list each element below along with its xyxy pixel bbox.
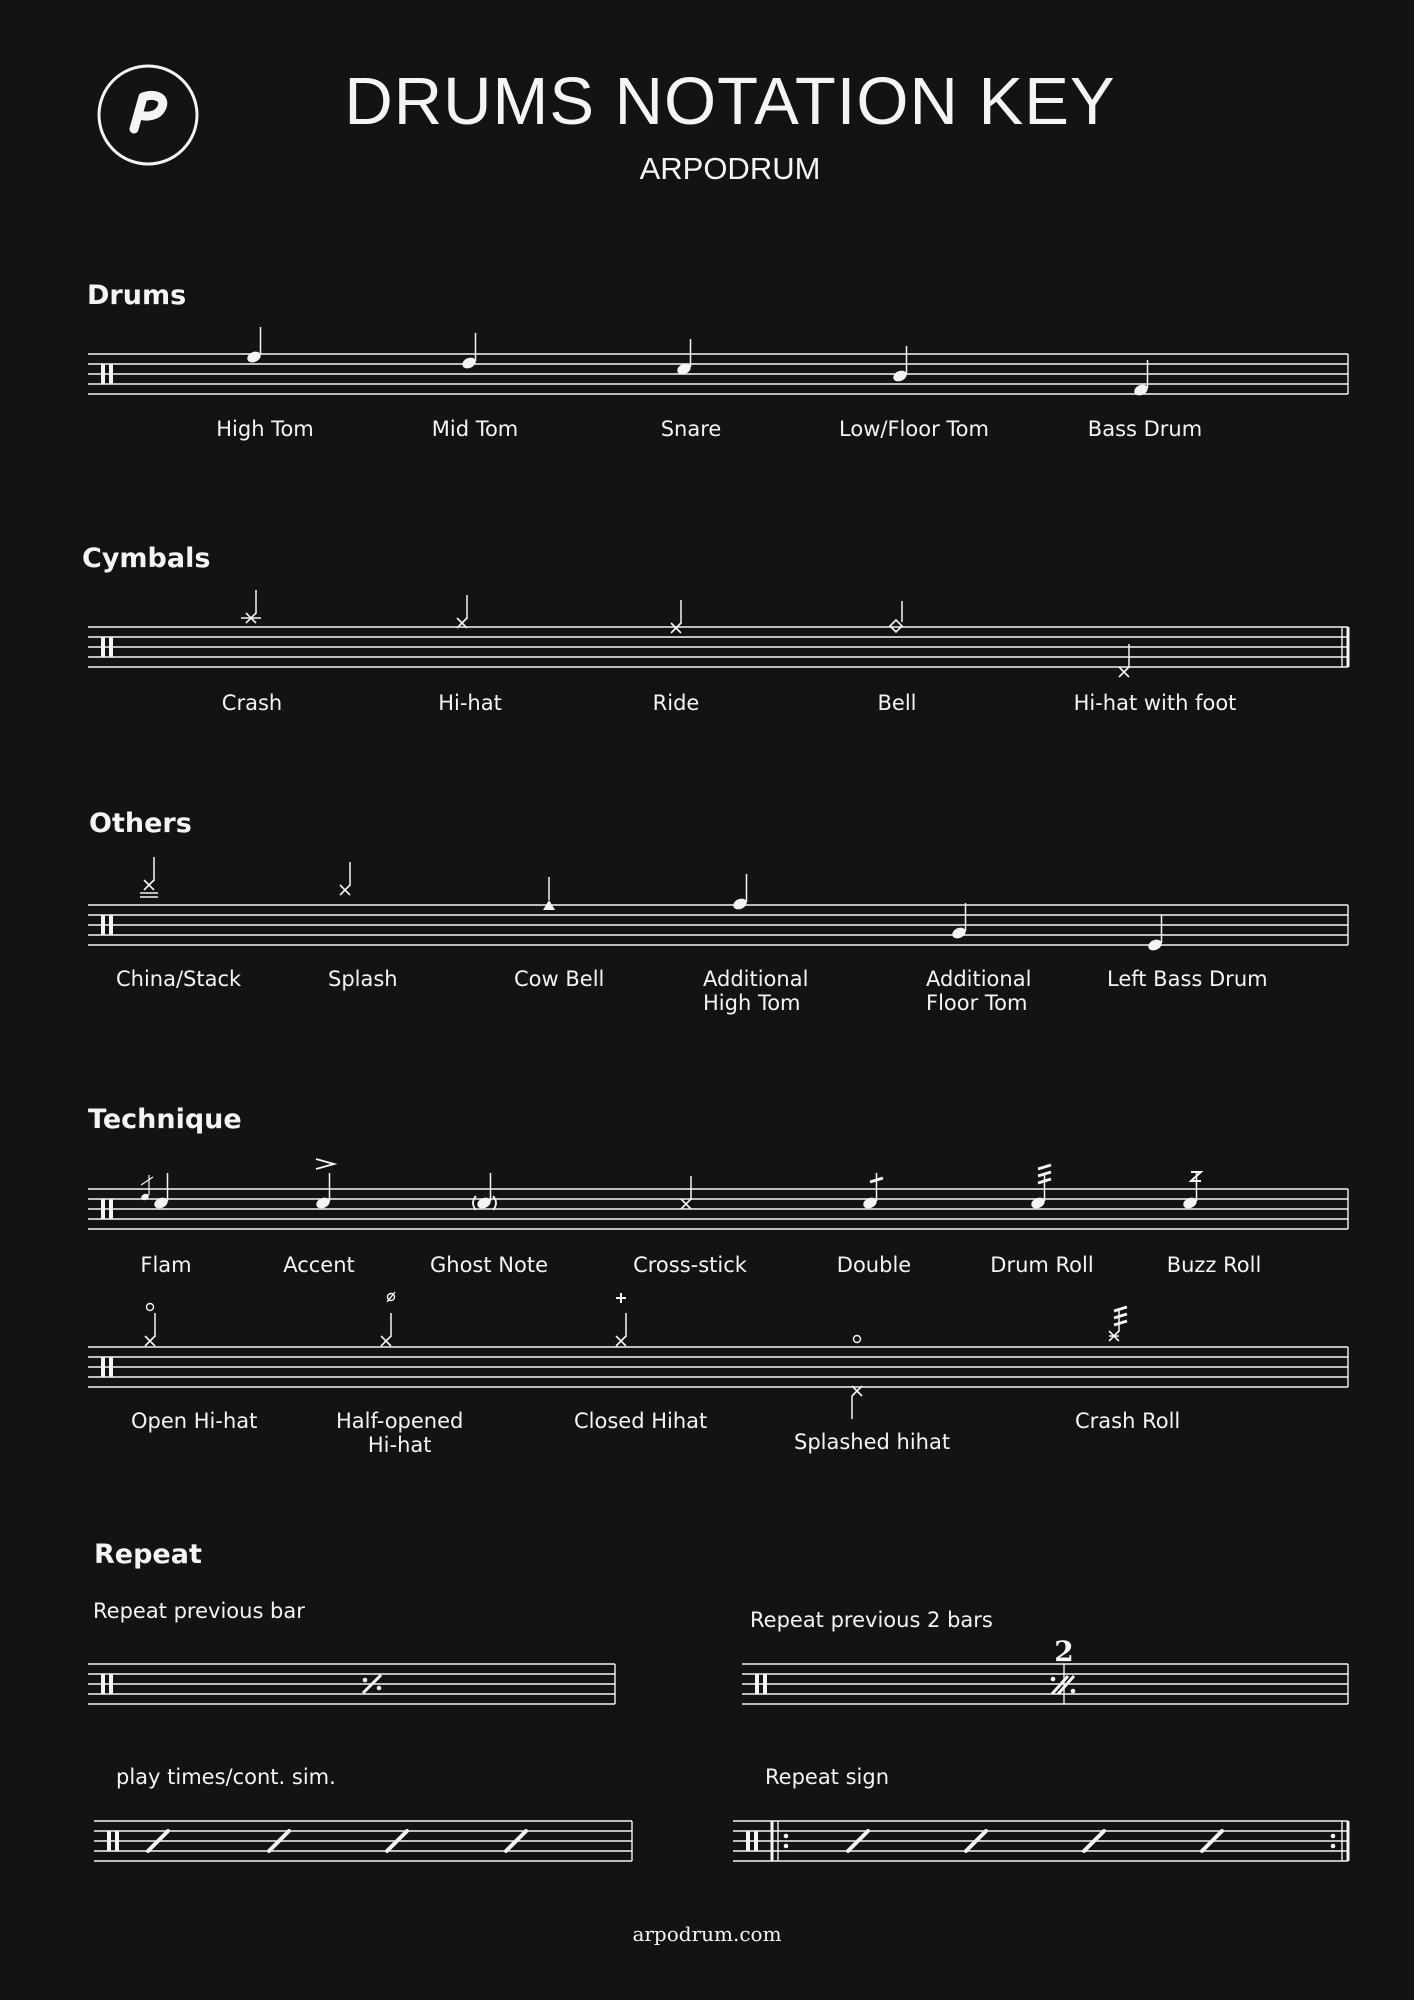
x-notehead [1119,667,1129,677]
x-notehead [144,880,154,890]
x-notehead [681,1199,691,1209]
label-additional-high-tom: Additional High Tom [703,967,809,1015]
open-circle [854,1336,861,1343]
label-hi-hat-with-foot: Hi-hat with foot [1073,691,1237,715]
accent-mark [316,1159,334,1169]
repeat-dot [363,1678,368,1683]
label-mid-tom: Mid Tom [431,417,519,441]
label-repeat-sign: Repeat sign [765,1765,890,1789]
label-half-opened-hi-hat: Half-opened Hi-hat [336,1409,464,1457]
tremolo-stroke [1038,1179,1051,1183]
staff-others [88,905,1348,945]
label-repeat-previous-2-bars: Repeat previous 2 bars [750,1608,993,1632]
repeat-dot [1331,1834,1336,1839]
label-double: Double [836,1253,912,1277]
label-drum-roll: Drum Roll [990,1253,1094,1277]
two-bar-repeat-number: 2 [1054,1635,1074,1668]
label-bass-drum: Bass Drum [1087,417,1203,441]
closed-plus [616,1293,626,1303]
x-notehead [145,1336,155,1346]
staff-technique-1 [88,1189,1348,1229]
label-splashed-hihat: Splashed hihat [794,1430,951,1454]
label-additional-floor-tom: Additional Floor Tom [926,967,1032,1015]
page-title: DRUMS NOTATION KEY [344,64,1116,139]
repeat-dot [784,1844,789,1849]
tremolo-stroke [1038,1165,1051,1169]
open-circle [147,1304,154,1311]
staff-drums [88,354,1348,394]
ghost-paren [493,1196,496,1210]
tremolo-stroke [1114,1307,1127,1311]
staff-repeat-sign [733,1821,1348,1861]
tremolo-stroke [1114,1321,1127,1325]
tremolo-stroke [1038,1172,1051,1176]
label-play-times-cont-sim: play times/cont. sim. [116,1765,336,1789]
label-repeat-previous-bar: Repeat previous bar [93,1599,305,1623]
section-title-others: Others [89,808,192,839]
page-subtitle: ARPODRUM [639,151,821,186]
staff-play-times [94,1821,632,1861]
repeat-dot [1331,1844,1336,1849]
x-notehead [671,623,681,633]
label-bell: Bell [877,691,917,715]
x-notehead [381,1336,391,1346]
section-title-cymbals: Cymbals [82,543,211,574]
footer-site: arpodrum.com [632,1922,782,1946]
x-notehead [340,885,350,895]
staff-repeat-previous-2-bars [742,1664,1348,1704]
diamond-notehead [890,620,902,632]
repeat-dot [1051,1677,1056,1682]
section-title-technique: Technique [88,1104,242,1135]
label-cross-stick: Cross-stick [633,1253,747,1277]
staff-technique-2 [88,1347,1348,1387]
tremolo-stroke [1114,1314,1127,1318]
label-cow-bell: Cow Bell [514,967,605,991]
repeat-dot [784,1834,789,1839]
label-low-floor-tom: Low/Floor Tom [839,417,989,441]
label-snare: Snare [660,417,722,441]
tremolo-stroke [870,1178,883,1182]
label-crash: Crash [221,691,283,715]
label-accent: Accent [283,1253,355,1277]
repeat-dot [1071,1689,1076,1694]
label-high-tom: High Tom [216,417,314,441]
label-splash: Splash [328,967,398,991]
staves [88,354,1348,1861]
label-ghost-note: Ghost Note [430,1253,548,1277]
staff-cymbals [88,627,1348,667]
staff-repeat-previous-bar [88,1664,615,1704]
x-notehead [616,1336,626,1346]
label-buzz-roll: Buzz Roll [1166,1253,1262,1277]
label-closed-hihat: Closed Hihat [574,1409,708,1433]
section-title-repeat: Repeat [94,1539,202,1570]
ghost-paren [473,1196,476,1210]
section-title-drums: Drums [87,280,187,311]
repeat-dot [377,1686,382,1691]
label-china-stack: China/Stack [116,967,242,991]
note-glyphs [140,327,1335,1851]
label-ride: Ride [652,691,700,715]
label-left-bass-drum: Left Bass Drum [1107,967,1268,991]
label-open-hi-hat: Open Hi-hat [131,1409,258,1433]
label-crash-roll: Crash Roll [1075,1409,1181,1433]
label-hi-hat: Hi-hat [438,691,502,715]
grace-slash [141,1177,153,1185]
label-flam: Flam [140,1253,192,1277]
